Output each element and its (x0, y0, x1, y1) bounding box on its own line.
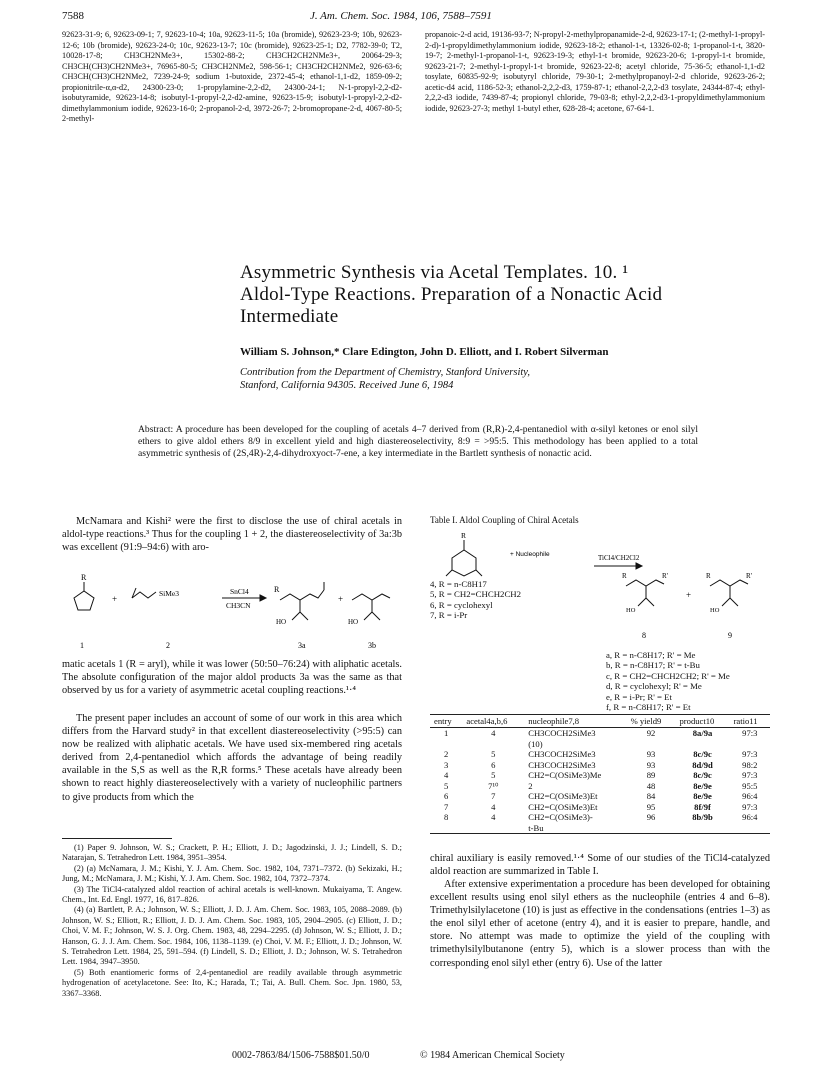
cell-yield (627, 791, 676, 802)
table-row (430, 770, 770, 781)
footer-code: 0002-7863/84/1506-7588$01.50/0 (232, 1050, 370, 1061)
cell-nucleophile-text: CH2=C(OSiMe3)Et (528, 801, 598, 812)
cell-acetal (462, 770, 524, 781)
cell-entry-text: 8 (444, 812, 449, 822)
footnote-rule (62, 838, 172, 839)
cell-nucleophile (524, 812, 626, 834)
cell-entry (430, 770, 462, 781)
acetal-r-label: R (461, 531, 467, 540)
cell-nucleophile-text: CH3COCH2SiMe3 (528, 749, 596, 759)
cell-yield (627, 749, 676, 760)
cell-ratio-text: 98:2 (742, 759, 758, 770)
scheme-nucleophile-label: + Nucleophile (510, 551, 550, 558)
scheme-ho-3a: HO (276, 618, 287, 626)
cell-entry (430, 802, 462, 813)
table-row (430, 791, 770, 802)
cell-acetal (462, 812, 524, 834)
cell-product-text: 8f/9f (694, 801, 711, 812)
acetal-5: 5, R = CH2=CHCH2CH2 (430, 589, 522, 600)
footnote-4: (4) (a) Bartlett, P. A.; Johnson, W. S.; Elliott, J. D. J. Am. Chem. Soc. 1983, 105, 2088–2089. (b) Johnson, W. S.; Elliott, R.; Elliott, J. D. J. Am. Chem. Soc. 1983, 105, 2904–2905. (c) Elliott, J. D.; Choi, V. M. F.; Johnson, W. S. J. Org. Chem. 1983, 48, 2294–2295. (d) Johnson, W. S.; Elliott, J. D.; Hanson, G. J. J. Am. Chem. Soc. 1984, 106, 1138–1139. (e) Choi, V. M. F.; Elliott, J. D.; Johnson, W. S. Tetrahedron Lett. 1984, 25, 591–594. (f) Lindell, S. D.; Elliott, J. D.; Johnson, W. S. Tetrahedron Lett. 1984, 3947–3950. (62, 905, 402, 967)
cell-ratio (730, 802, 770, 813)
acetal-list (430, 579, 521, 621)
product-9-label: 9 (728, 631, 732, 640)
cell-acetal-text: 5 (491, 749, 496, 759)
col-entry: entry (430, 715, 462, 728)
cell-product-text: 8a/9a (692, 728, 713, 738)
cell-entry-text: 1 (444, 728, 449, 738)
aldol-table (430, 714, 770, 834)
cell-nucleophile (524, 760, 626, 771)
results-paragraph-2: After extensive experimentation a procedure has been developed for obtaining excellent results using enol silyl ethers as the nucleophile (entries 4 and 6–8). Trimethylsilylacetone (10) is just as effective in the condensations (entries 1–3) as the enol silyl ether of acetone (entry 4), and it is easier to prepare, handle, and store. No attempt was made to optimize the yield of the coupling with trimethylsilylbutanone (entry 5), which is a slower process than with the corresponding enol silyl ether (entry 6). Use of the latter (430, 879, 770, 969)
cell-yield-text: 84 (646, 791, 656, 801)
table-row (430, 781, 770, 792)
scheme-ho-3b: HO (348, 618, 359, 626)
acetal-6: 6, R = cyclohexyl (430, 599, 493, 610)
cell-acetal-text: 5 (491, 770, 496, 780)
cell-acetal (462, 781, 524, 792)
cell-yield-text: 48 (646, 780, 656, 791)
cell-acetal (462, 760, 524, 771)
scheme-r-label-3a: R (274, 585, 280, 594)
cell-yield-text: 93 (646, 759, 656, 770)
title-line-1: Asymmetric Synthesis via Acetal Templates. 10. ¹ (240, 262, 629, 283)
scheme-r-label: R (81, 573, 87, 582)
legend-d: d, R = cyclohexyl; R' = Me (606, 681, 702, 692)
cell-acetal-text: 6 (491, 759, 496, 770)
col-nucleophile: nucleophile7,8 (524, 715, 626, 728)
product-8-r: R (622, 572, 627, 580)
registry-left: 92623-31-9; 6, 92623-09-1; 7, 92623-10-4; 10a, 92623-11-5; 10a (bromide), 92623-23-9; 10b, 92623-12-6; 10b (bromide), 92623-24-0; 10c, 92623-13-7; 10c (bromide), 92623-25-1; D2, 7782-39-0; T2, 10028-17-8; CH3CH2NMe3+, 15302-88-2; CH3CH2CH2NMe3+, 20064-29-3; CH3CH(CH3)CH2NMe3+, 76965-80-5; CH3CH2NMe2, 598-56-1; CH3CH2CH2NMe2, 926-63-6; CH3CH(CH3)CH2NMe2, 7239-24-9; sodium 1-butoxide, 2372-45-4; ethanol-1,1-d2, 1859-09-2; propionitrile-α,α-d2, 24300-23-0; 1-propylamine-2,2-d2, 24300-24-1; N-1-propyl-2,2-d2-isobutyramide, 92623-14-8; isobutyl-1-propyl-2,2-d2-amine, 92623-15-9; isobutyl-1-propyl-2,2-d2-dimethylammonium iodide, 92623-16-0; 2-propanol-2-d, 3972-26-7; 2-bromopropane-2-d, 4067-80-5; 2-methyl- (62, 30, 402, 123)
col-ratio: ratio11 (730, 715, 770, 728)
product-9-ho: HO (710, 607, 720, 614)
cell-product (676, 802, 730, 813)
cell-ratio-text: 96:4 (742, 791, 758, 801)
scheme-label-3b: 3b (368, 641, 376, 650)
cell-yield (627, 812, 676, 834)
table-row (430, 749, 770, 760)
cell-yield-text: 93 (646, 749, 656, 759)
cell-ratio-text: 97:3 (742, 749, 758, 759)
affiliation-line-1: Contribution from the Department of Chemistry, Stanford University, (240, 367, 531, 378)
cell-product (676, 770, 730, 781)
cell-ratio-text: 95:5 (742, 780, 758, 791)
cell-ratio-text: 97:3 (742, 770, 758, 780)
abstract: Abstract: A procedure has been developed for the coupling of acetals 4–7 derived from (R,R)-2,4-pentanediol with α-silyl ketones or enol silyl ethers to give aldol ethers 8/9 in excellent yield and high diastereoselectivity, 8:9 = >95:5. This methodology has been applied to a total asymmetric synthesis of (2S,4R)-2,4-dihydroxyoct-7-ene, a key intermediate in the Bartlett synthesis of nonactic acid. (138, 424, 698, 459)
cell-nucleophile (524, 791, 626, 802)
scheme-plus-2: + (338, 594, 344, 604)
title-line-2: Aldol-Type Reactions. Preparation of a Nonactic Acid (240, 284, 663, 305)
scheme-sime3: SiMe3 (159, 589, 180, 598)
affiliation (240, 366, 530, 392)
cell-entry-text: 3 (444, 759, 449, 770)
footnote-1: (1) Paper 9. Johnson, W. S.; Crackett, P. H.; Elliott, J. D.; Jagodzinski, J. J.; Lindell, S. D.; Natarajan, S. Tetrahedron Lett. 1984, 3951–3954. (62, 843, 402, 863)
cell-nucleophile (524, 802, 626, 813)
scheme-reagent-sncl4: SnCl4 (230, 587, 249, 596)
intro-paragraph-1: McNamara and Kishi² were the first to disclose the use of chiral acetals in aldol-type reactions.³ Thus for the coupling 1 + 2, the diastereoselectivity of 3a:3b was excellent (91:9–94:6) with aro- (62, 516, 402, 554)
product-9-rprime: R' (746, 572, 752, 580)
cell-nucleophile-text: 2 (528, 780, 533, 791)
table-row (430, 802, 770, 813)
footnote-3: (3) The TiCl4-catalyzed aldol reaction of achiral acetals is well-known. Mukaiyama, T. Angew. Chem., Int. Ed. Engl. 1977, 16, 817–826. (62, 884, 402, 905)
table-row (430, 812, 770, 834)
cell-acetal (462, 728, 524, 750)
cell-entry-text: 5 (444, 780, 449, 791)
cell-acetal (462, 749, 524, 760)
cell-entry (430, 781, 462, 792)
cell-ratio (730, 812, 770, 834)
cell-product (676, 791, 730, 802)
cell-entry-text: 7 (444, 801, 449, 812)
cell-product (676, 728, 730, 750)
cell-product (676, 760, 730, 771)
cell-nucleophile-text: CH2=C(OSiMe3)- (528, 812, 593, 822)
cell-yield (627, 802, 676, 813)
product-8-ho: HO (626, 607, 636, 614)
authors: William S. Johnson,* Clare Edington, John D. Elliott, and I. Robert Silverman (240, 346, 609, 358)
product-8-label: 8 (642, 631, 646, 640)
scheme-acetal-coupling (62, 560, 402, 655)
cell-nucleophile (524, 749, 626, 760)
cell-yield-text: 96 (646, 812, 656, 822)
footer-copyright: © 1984 American Chemical Society (420, 1050, 565, 1061)
col-yield: % yield9 (627, 715, 676, 728)
cell-product-text: 8c/9c (693, 770, 712, 780)
cell-ratio-text: 97:3 (742, 728, 758, 738)
cell-yield-text: 95 (646, 801, 656, 812)
cell-yield (627, 728, 676, 750)
acetal-7: 7, R = i-Pr (430, 610, 468, 621)
scheme-label-3a: 3a (298, 641, 306, 650)
cell-nucleophile-text: CH2=C(OSiMe3)Me (528, 770, 602, 780)
cell-acetal-text: 7 (491, 791, 496, 801)
cell-entry (430, 812, 462, 834)
cell-yield-text: 92 (646, 728, 656, 738)
acetal-1-ring (74, 591, 94, 610)
cell-nucleophile (524, 781, 626, 792)
cell-ratio-text: 96:4 (742, 812, 758, 822)
table-header-row (430, 715, 770, 728)
cell-ratio (730, 791, 770, 802)
cell-product-text: 8c/9c (693, 749, 712, 759)
legend-c: c, R = CH2=CHCH2CH2; R' = Me (606, 670, 730, 681)
page-number: 7588 (62, 10, 84, 22)
article-title (240, 262, 662, 328)
cell-acetal-text: 4 (491, 812, 496, 822)
cell-product-text: 8e/9e (693, 780, 712, 791)
acetal-4: 4, R = n-C8H17 (430, 579, 487, 589)
table-caption: Table I. Aldol Coupling of Chiral Acetals (430, 515, 579, 525)
cell-product (676, 781, 730, 792)
table-1 (430, 714, 770, 834)
journal-header: J. Am. Chem. Soc. 1984, 106, 7588–7591 (310, 10, 492, 22)
cell-entry (430, 760, 462, 771)
cell-ratio (730, 781, 770, 792)
cell-product-text: 8e/9e (693, 791, 712, 801)
product-8-rprime: R' (662, 572, 668, 580)
cell-yield (627, 781, 676, 792)
cell-acetal (462, 791, 524, 802)
scheme-plus-1: + (112, 594, 118, 604)
cell-entry (430, 791, 462, 802)
cell-nucleophile-text: CH3COCH2SiMe3 (528, 728, 596, 738)
cell-nucleophile (524, 728, 626, 750)
cell-product-text: 8b/9b (692, 812, 713, 822)
intro-paragraph-2: matic acetals 1 (R = aryl), while it was lower (50:50–76:24) with aliphatic acetals. The absolute configuration of the major aldol products 3a was the same as that observed by us for a variety of asymmetric acetal coupling reactions.¹·⁴ (62, 659, 402, 697)
cell-nucleophile-line-2: (10) (528, 738, 543, 749)
cell-product-text: 8d/9d (692, 759, 713, 770)
legend-f: f, R = n-C8H17; R' = Et (606, 702, 691, 713)
cell-entry-text: 4 (444, 770, 449, 780)
cell-entry-text: 2 (444, 749, 449, 759)
scheme-label-2: 2 (166, 641, 170, 650)
col-product: product10 (676, 715, 730, 728)
legend-a: a, R = n-C8H17; R' = Me (606, 650, 696, 660)
cell-yield (627, 760, 676, 771)
cell-nucleophile-text: CH2=C(OSiMe3)Et (528, 791, 598, 801)
cell-acetal-text: 7¹⁰ (488, 780, 499, 791)
cell-acetal (462, 802, 524, 813)
cell-yield (627, 770, 676, 781)
cell-yield-text: 89 (646, 770, 656, 780)
scheme-label-1: 1 (80, 641, 84, 650)
product-plus: + (686, 590, 692, 600)
cell-ratio (730, 728, 770, 750)
affiliation-line-2: Stanford, California 94305. Received June 6, 1984 (240, 380, 454, 391)
cell-ratio (730, 760, 770, 771)
chiral-acetal-ring (452, 550, 476, 576)
footnote-2: (2) (a) McNamara, J. M.; Kishi, Y. J. Am. Chem. Soc. 1982, 104, 7371–7372. (b) Sekizaki, H.; Jung, M.; McNamara, J. M.; Kishi, Y. J. Am. Chem. Soc. 1982, 104, 7372–7374. (62, 863, 402, 884)
cell-ratio (730, 749, 770, 760)
product-legend (606, 650, 730, 712)
cell-ratio (730, 770, 770, 781)
table-row (430, 760, 770, 771)
cell-nucleophile-line-2: t-Bu (528, 822, 544, 833)
registry-right: propanoic-2-d acid, 19136-93-7; N-propyl-2-methylpropanamide-2-d, 92623-17-1; (2-methyl-1-propyl-2-d)-1-propyldimethylammonium iodide, 92623-18-2; ethanol-1-t, 13326-02-8; 1-propanol-1-t, 3820-19-7; 2-methyl-1-propanol-1-t, 92623-19-3; ethyl-1-t bromide, 92623-20-6; 1-propyl-1-t bromide, 92623-21-7; 2-methyl-1-propyl-1-t bromide, 92623-22-8; acetyl chloride, 75-36-5; ethanol-1,1-d2 tosylate, 60835-92-9; isobutyryl chloride, 79-30-1; 2-methylpropanoyl-2-d chloride, 92623-26-2; acetic-d4 acid, 1186-52-3; ethanol-2,2,2-d3, 1759-87-1; ethanol-2,2,2-d3 tosylate, 24344-87-4; ethyl-2,2,2-d3 iodide, 7439-87-4; propionyl chloride, 79-03-8; ethyl-2,2,2-d3-1-propyldimethylammonium iodide, 92623-27-3; methyl 1-butyl ether, 628-28-4; acetone, 67-64-1. (425, 30, 765, 113)
cell-acetal-text: 4 (491, 728, 496, 738)
legend-e: e, R = i-Pr; R' = Et (606, 691, 672, 702)
col-acetal: acetal4a,b,6 (462, 715, 524, 728)
cell-ratio-text: 97:3 (742, 801, 758, 812)
cell-nucleophile (524, 770, 626, 781)
results-paragraph-1: chiral auxiliary is easily removed.¹·⁴ Some of our studies of the TiCl4-catalyzed aldol reaction are summarized in Table I. (430, 853, 770, 878)
footnote-5: (5) Both enantiomeric forms of 2,4-pentanediol are readily available through asymmetric hydrogenation of acetylacetone. See: Ito, K.; Harada, T.; Tai, A. Bull. Chem. Soc. Jpn. 1980, 53, 3367–3368. (62, 967, 402, 998)
footnotes (62, 843, 402, 999)
cell-product (676, 749, 730, 760)
title-line-3: Intermediate (240, 306, 339, 327)
cell-product (676, 812, 730, 834)
cell-acetal-text: 4 (491, 801, 496, 812)
cell-nucleophile-text: CH3COCH2SiMe3 (528, 759, 596, 770)
cell-entry (430, 728, 462, 750)
cell-entry-text: 6 (444, 791, 449, 801)
legend-b: b, R = n-C8H17; R' = t-Bu (606, 660, 700, 671)
product-9-r: R (706, 572, 711, 580)
scheme-reagent-ch3cn: CH3CN (226, 601, 251, 610)
intro-paragraph-3: The present paper includes an account of some of our work in this area which differs from the Harvard study² in that excellent diastereoselectivity (>95:5) can now be realized with aliphatic acetals. We have used six-membered ring acetals derived from 2,4-pentanediol which affords the advantage of being readily available in the S,S as well as the R,R forms.⁵ These acetals have already been shown to react highly diastereoselectively with a variety of nucleophilic partners to give products from which the (62, 713, 402, 803)
table-row (430, 728, 770, 750)
scheme-reagent-ticl4: TiCl4/CH2Cl2 (598, 554, 640, 562)
cell-entry (430, 749, 462, 760)
